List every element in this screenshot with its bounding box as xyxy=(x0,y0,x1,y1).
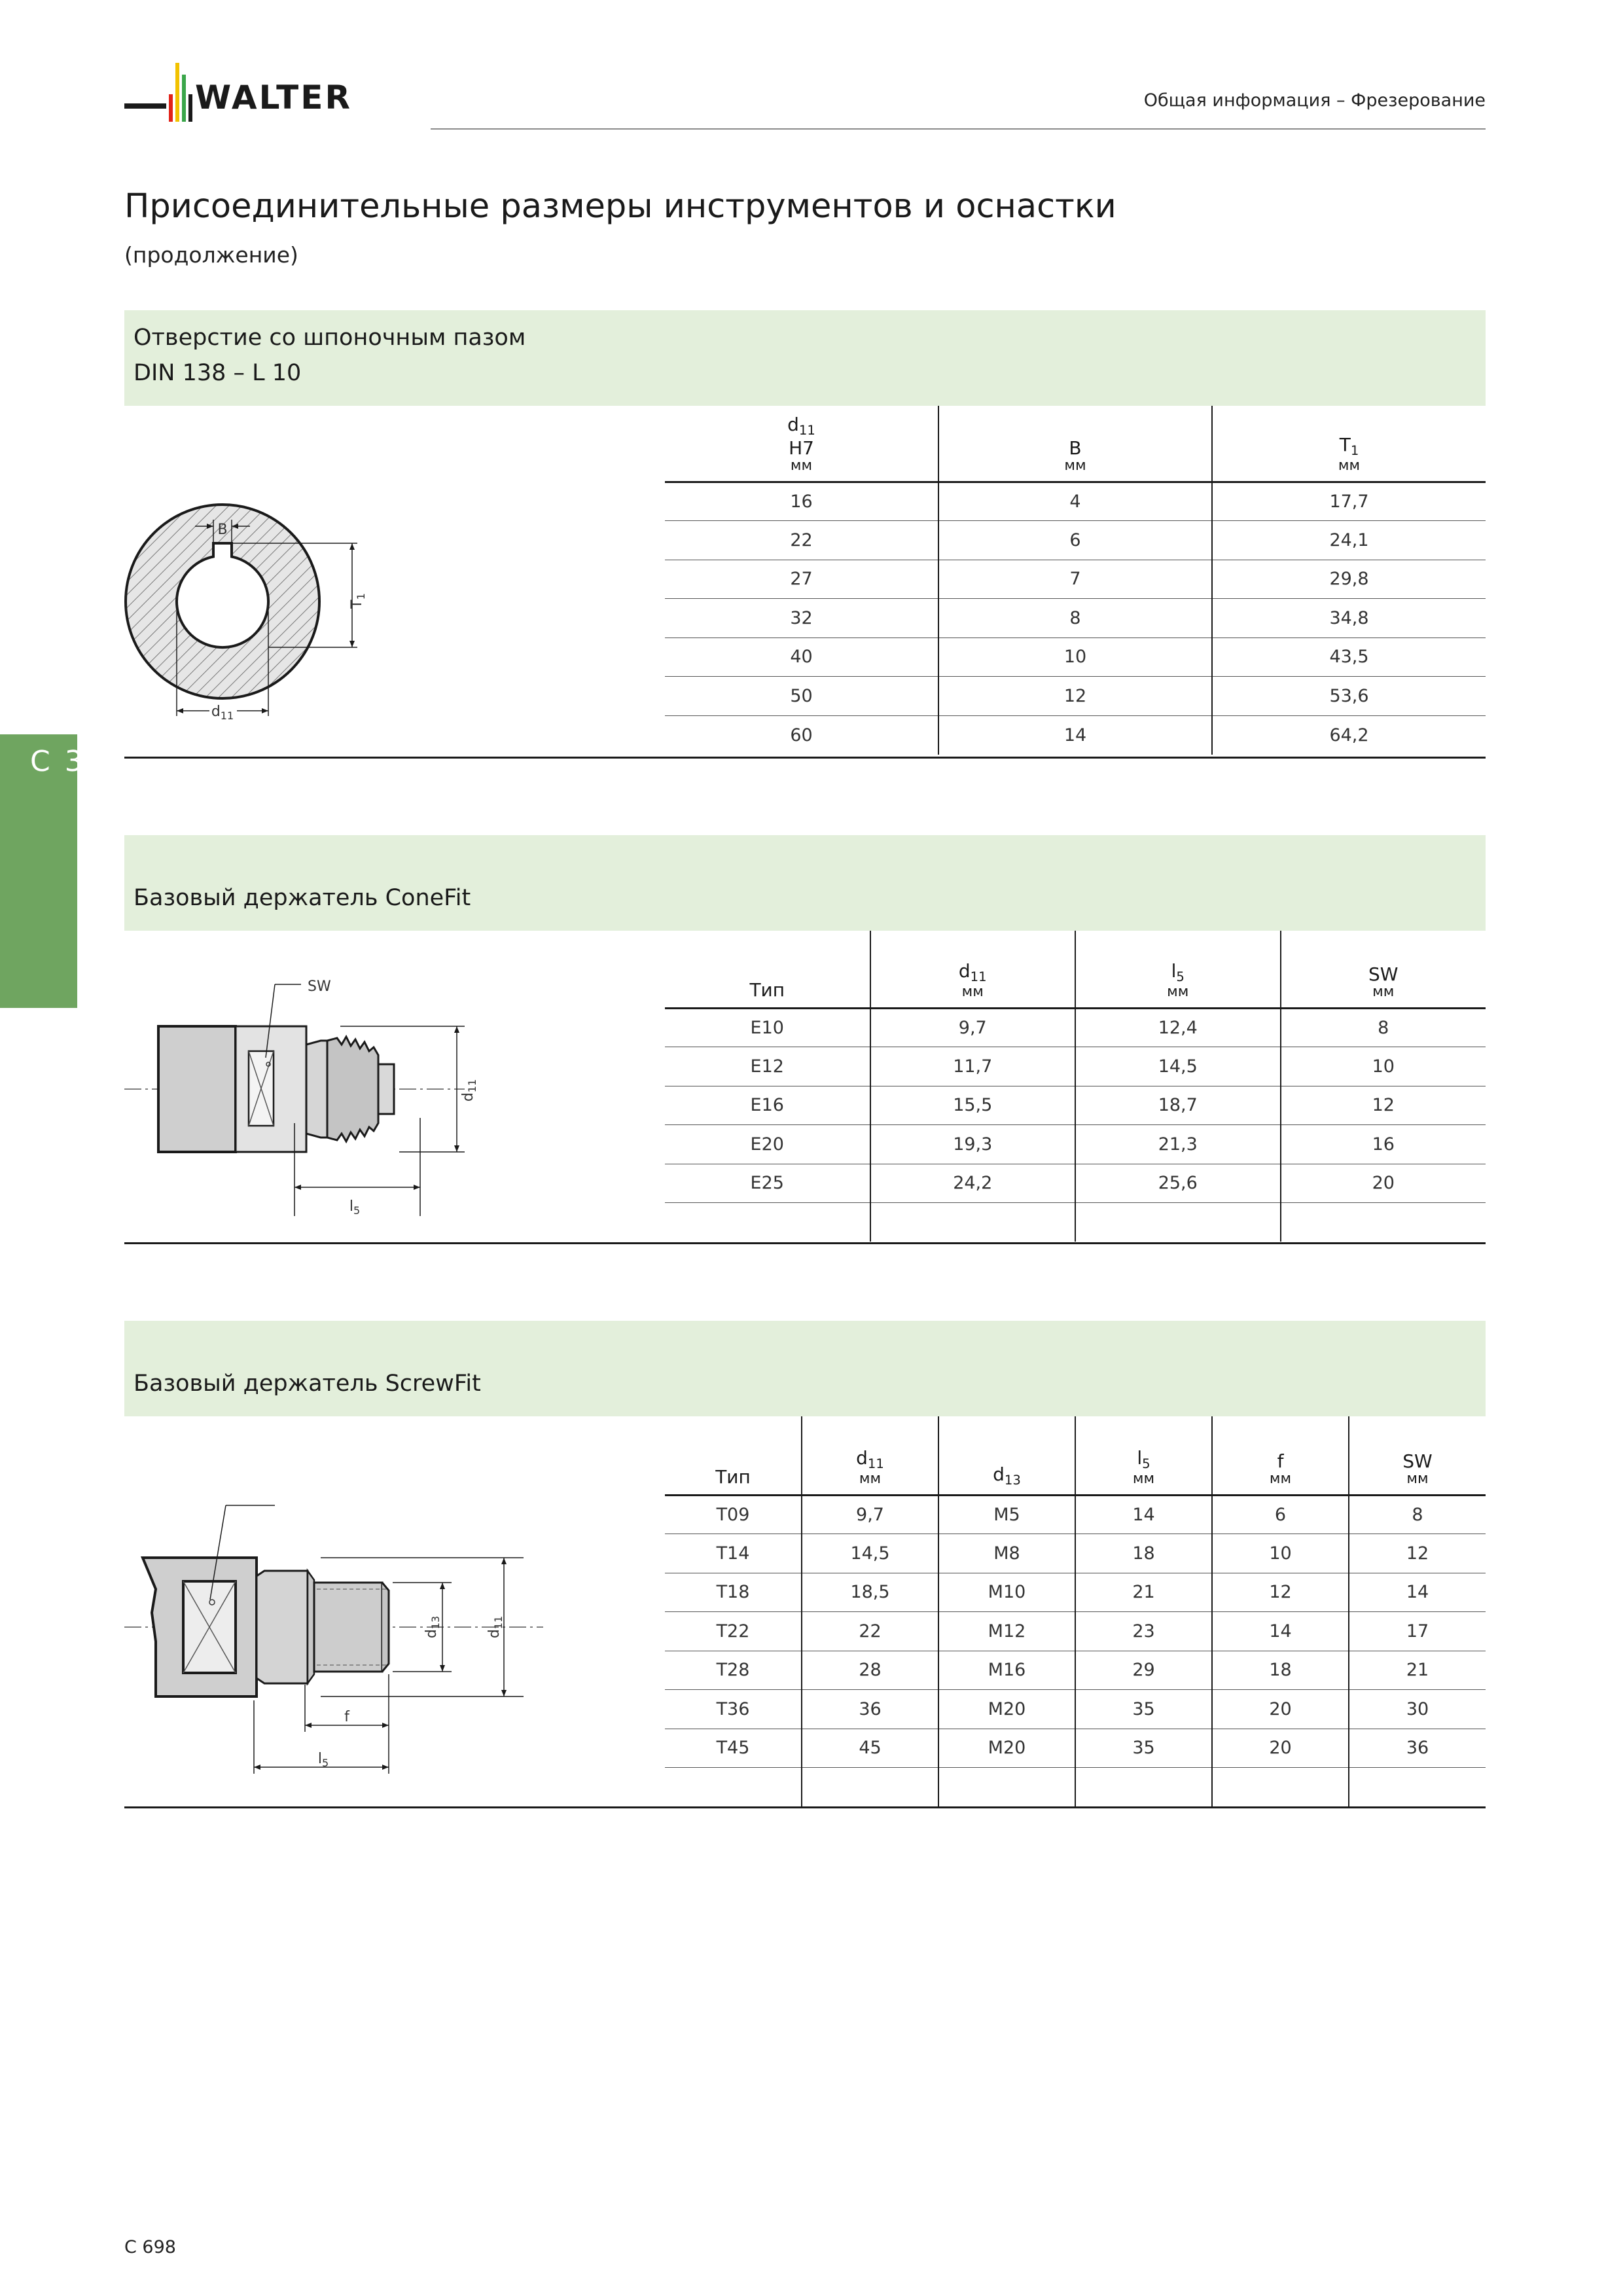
table-row xyxy=(665,1164,1486,1203)
cell: 24,1 xyxy=(1212,521,1486,560)
cell: M8 xyxy=(938,1534,1075,1573)
dim-label-l5: $l_5$ xyxy=(317,1751,329,1769)
cell: 32 xyxy=(665,599,938,638)
table-row xyxy=(665,1203,1486,1242)
col-header-d11: $d_{11}$ H7 мм xyxy=(665,406,938,482)
cell: M16 xyxy=(938,1651,1075,1690)
cell: 15,5 xyxy=(870,1086,1076,1125)
table-row xyxy=(665,637,1486,677)
dim-label-SW: SW xyxy=(308,978,331,995)
page-title: Присоединительные размеры инструментов и оснастки xyxy=(124,187,1116,226)
cell: 4 xyxy=(938,482,1212,521)
cell: 10 xyxy=(1281,1047,1486,1086)
cell: 12 xyxy=(1349,1534,1486,1573)
cell: 28 xyxy=(802,1651,938,1690)
page-number: C 698 xyxy=(124,2237,176,2257)
dim-label-d13: $d_{13}$ xyxy=(423,1615,442,1639)
cell: 14 xyxy=(938,715,1212,755)
dim-label-d11: $d_{11}$ xyxy=(460,1079,478,1102)
cell xyxy=(1281,1203,1486,1242)
cell: T45 xyxy=(665,1729,802,1768)
table-row xyxy=(665,1534,1486,1573)
table-row xyxy=(665,1495,1486,1534)
cell: 17,7 xyxy=(1212,482,1486,521)
col-header-l5: $l_5$ мм xyxy=(1075,931,1281,1008)
cell: 20 xyxy=(1212,1729,1349,1768)
keyway-bore-table xyxy=(665,406,1486,755)
col-header-sw: SW мм xyxy=(1281,931,1486,1008)
chapter-tab-label: C 3 xyxy=(30,745,86,778)
page-subtitle: (продолжение) xyxy=(124,242,298,268)
brand-text: WALTER xyxy=(195,79,352,117)
section-title: Базовый держатель ConeFit xyxy=(134,885,471,911)
cell: 64,2 xyxy=(1212,715,1486,755)
screwfit-table xyxy=(665,1416,1486,1806)
cell xyxy=(1075,1203,1281,1242)
cell xyxy=(665,1203,870,1242)
cell: 12 xyxy=(1281,1086,1486,1125)
cell: 14,5 xyxy=(802,1534,938,1573)
col-header-type: Тип xyxy=(665,1416,802,1495)
table-row xyxy=(665,521,1486,560)
cell: T14 xyxy=(665,1534,802,1573)
table-row xyxy=(665,482,1486,521)
cell: 18 xyxy=(1212,1651,1349,1690)
conefit-drawing xyxy=(124,960,517,1241)
cell: 9,7 xyxy=(870,1008,1076,1047)
cell: 14,5 xyxy=(1075,1047,1281,1086)
cell: 14 xyxy=(1212,1612,1349,1651)
cell: T18 xyxy=(665,1573,802,1612)
section-conefit xyxy=(124,835,1486,1247)
cell: 30 xyxy=(1349,1690,1486,1729)
cell: 11,7 xyxy=(870,1047,1076,1086)
table-row xyxy=(665,1612,1486,1651)
cell: 21,3 xyxy=(1075,1125,1281,1164)
cell: T22 xyxy=(665,1612,802,1651)
col-header-sw: SW мм xyxy=(1349,1416,1486,1495)
cell: 17 xyxy=(1349,1612,1486,1651)
dim-label-d11: $d_{11}$ xyxy=(486,1615,505,1639)
cell: 36 xyxy=(1349,1729,1486,1768)
cell: 20 xyxy=(1212,1690,1349,1729)
table-row xyxy=(665,599,1486,638)
cell: 20 xyxy=(1281,1164,1486,1203)
table-row xyxy=(665,1651,1486,1690)
cell: 29,8 xyxy=(1212,560,1486,599)
cell: 10 xyxy=(1212,1534,1349,1573)
cell: M20 xyxy=(938,1690,1075,1729)
cell: M5 xyxy=(938,1495,1075,1534)
cell: 25,6 xyxy=(1075,1164,1281,1203)
col-header-t1: $T_1$ мм xyxy=(1212,406,1486,482)
section-bottom-rule xyxy=(124,1242,1486,1244)
cell: 6 xyxy=(1212,1495,1349,1534)
cell: 50 xyxy=(665,677,938,716)
walter-logo xyxy=(124,60,406,132)
table-row xyxy=(665,1008,1486,1047)
section-title-line1: Отверстие со шпоночным пазом xyxy=(134,325,526,351)
table-row xyxy=(665,1729,1486,1768)
header-section-label: Общая информация – Фрезерование xyxy=(1143,90,1486,111)
cell: 19,3 xyxy=(870,1125,1076,1164)
table-row xyxy=(665,1768,1486,1807)
cell: 6 xyxy=(938,521,1212,560)
section-bottom-rule xyxy=(124,1806,1486,1808)
cell: 14 xyxy=(1075,1495,1212,1534)
cell: 10 xyxy=(938,637,1212,677)
cell: 43,5 xyxy=(1212,637,1486,677)
cell: 22 xyxy=(665,521,938,560)
table-row xyxy=(665,715,1486,755)
col-header-d11: $d_{11}$ мм xyxy=(802,1416,938,1495)
cell: 53,6 xyxy=(1212,677,1486,716)
cell: 8 xyxy=(1281,1008,1486,1047)
cell: 36 xyxy=(802,1690,938,1729)
cell: 24,2 xyxy=(870,1164,1076,1203)
cell: 18 xyxy=(1075,1534,1212,1573)
cell: 18,7 xyxy=(1075,1086,1281,1125)
cell: 7 xyxy=(938,560,1212,599)
section-title: Базовый держатель ScrewFit xyxy=(134,1371,481,1397)
cell: 9,7 xyxy=(802,1495,938,1534)
section-title-line2: DIN 138 – L 10 xyxy=(134,360,302,386)
conefit-table xyxy=(665,931,1486,1242)
cell: 12,4 xyxy=(1075,1008,1281,1047)
cell: 27 xyxy=(665,560,938,599)
section-screwfit xyxy=(124,1321,1486,1812)
cell: 12 xyxy=(938,677,1212,716)
cell: 16 xyxy=(665,482,938,521)
cell: M10 xyxy=(938,1573,1075,1612)
cell: 8 xyxy=(938,599,1212,638)
table-row xyxy=(665,560,1486,599)
cell xyxy=(1075,1768,1212,1807)
col-header-b: B мм xyxy=(938,406,1212,482)
cell: 12 xyxy=(1212,1573,1349,1612)
dim-label-f: f xyxy=(344,1709,349,1725)
table-row xyxy=(665,1086,1486,1125)
col-header-d13: $d_{13}$ xyxy=(938,1416,1075,1495)
col-header-type: Тип xyxy=(665,931,870,1008)
table-row xyxy=(665,1573,1486,1612)
cell: 16 xyxy=(1281,1125,1486,1164)
cell: 35 xyxy=(1075,1690,1212,1729)
cell: 18,5 xyxy=(802,1573,938,1612)
cell: 29 xyxy=(1075,1651,1212,1690)
cell: 21 xyxy=(1349,1651,1486,1690)
cell xyxy=(938,1768,1075,1807)
cell: 45 xyxy=(802,1729,938,1768)
col-header-f: f мм xyxy=(1212,1416,1349,1495)
cell: E16 xyxy=(665,1086,870,1125)
dim-label-B: B xyxy=(217,522,228,538)
table-row xyxy=(665,1047,1486,1086)
col-header-l5: $l_5$ мм xyxy=(1075,1416,1212,1495)
cell: T28 xyxy=(665,1651,802,1690)
table-row xyxy=(665,677,1486,716)
cell: E10 xyxy=(665,1008,870,1047)
cell xyxy=(665,1768,802,1807)
section-header xyxy=(124,835,1486,931)
screwfit-drawing xyxy=(124,1478,543,1792)
cell: 22 xyxy=(802,1612,938,1651)
section-header xyxy=(124,310,1486,406)
cell: 40 xyxy=(665,637,938,677)
col-header-d11: $d_{11}$ мм xyxy=(870,931,1076,1008)
cell: 60 xyxy=(790,725,813,745)
cell: 8 xyxy=(1349,1495,1486,1534)
dim-label-T1: $T_1$ xyxy=(349,593,367,609)
dim-label-d11: $d_{11}$ xyxy=(211,704,234,722)
cell: M20 xyxy=(938,1729,1075,1768)
keyway-bore-drawing xyxy=(124,467,399,742)
cell: M12 xyxy=(938,1612,1075,1651)
cell: 35 xyxy=(1075,1729,1212,1768)
cell: 23 xyxy=(1075,1612,1212,1651)
cell xyxy=(1349,1768,1486,1807)
table-row xyxy=(665,1125,1486,1164)
dim-label-l5: $l_5$ xyxy=(349,1198,361,1217)
cell: E20 xyxy=(665,1125,870,1164)
cell: E12 xyxy=(665,1047,870,1086)
cell xyxy=(802,1768,938,1807)
table-row xyxy=(665,1690,1486,1729)
cell: T09 xyxy=(665,1495,802,1534)
cell: T36 xyxy=(665,1690,802,1729)
section-header xyxy=(124,1321,1486,1416)
cell: 34,8 xyxy=(1212,599,1486,638)
section-bottom-rule xyxy=(124,757,1486,759)
section-keyway-bore xyxy=(124,310,1486,762)
cell: 21 xyxy=(1075,1573,1212,1612)
cell: E25 xyxy=(665,1164,870,1203)
cell xyxy=(870,1203,1076,1242)
header-divider xyxy=(431,128,1486,130)
cell: 14 xyxy=(1349,1573,1486,1612)
cell xyxy=(1212,1768,1349,1807)
